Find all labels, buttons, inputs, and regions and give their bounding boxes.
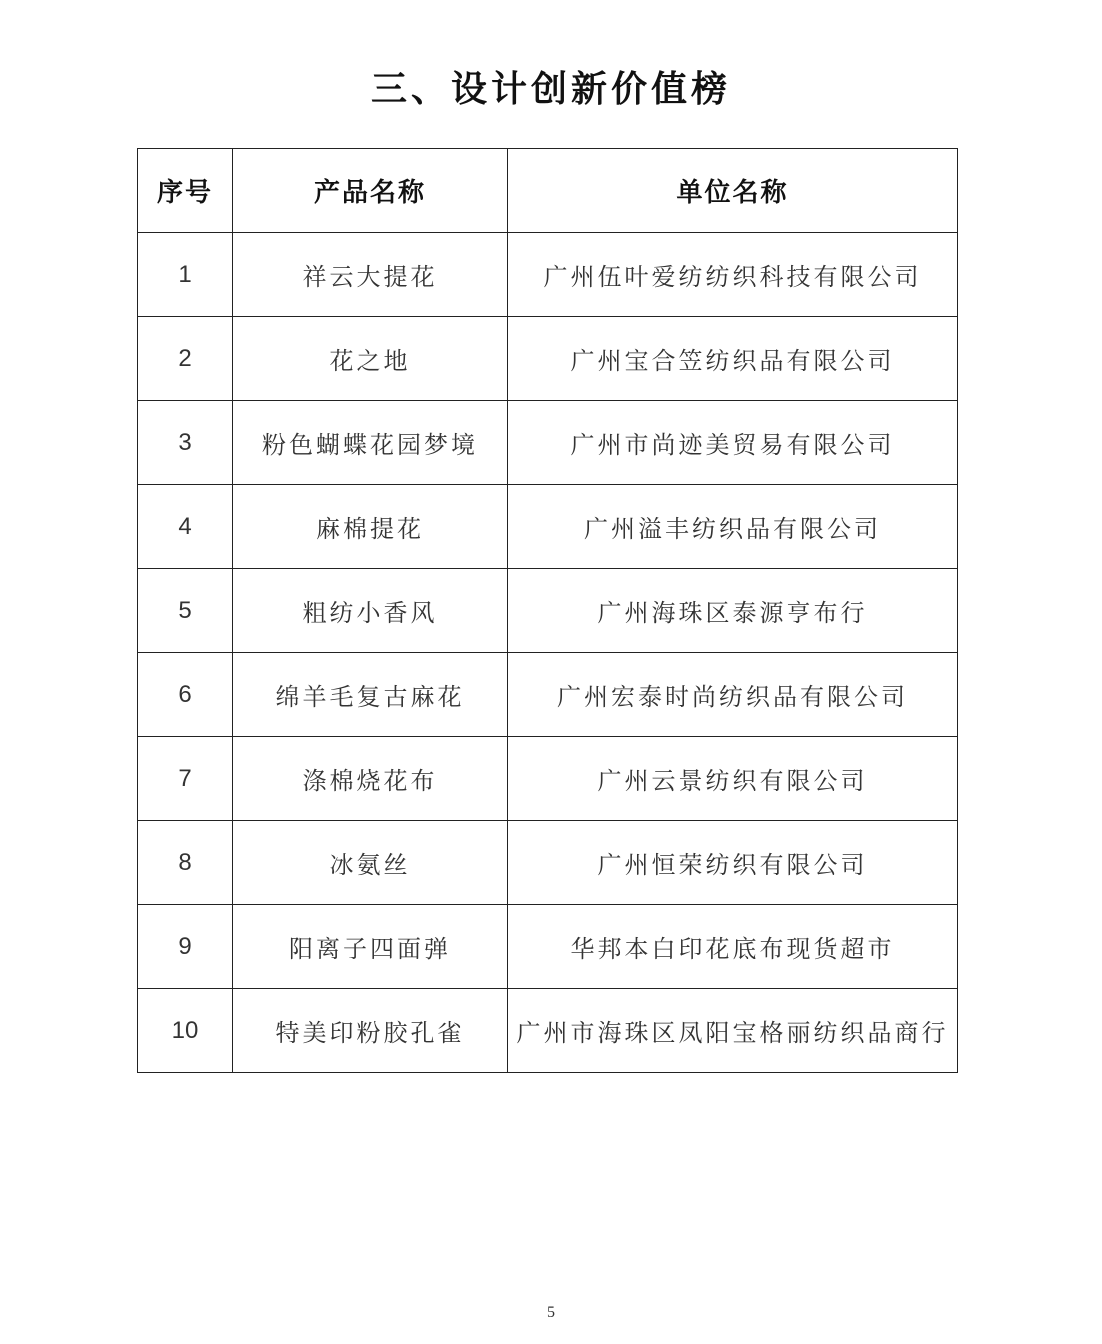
table-row [138,233,958,317]
page-number: 5 [547,1304,555,1321]
table-row [138,653,958,737]
header-index: 序号 [138,149,233,233]
row-product-name: 阳离子四面弹 [233,905,508,989]
table-row [138,905,958,989]
row-index: 1 [138,233,233,317]
table-row [138,737,958,821]
row-product-name: 涤棉烧花布 [233,737,508,821]
table-row [138,569,958,653]
header-company-name: 单位名称 [508,149,958,233]
row-product-name: 特美印粉胶孔雀 [233,989,508,1073]
row-index: 3 [138,401,233,485]
row-company-name: 广州伍叶爱纺纺织科技有限公司 [508,233,958,317]
table-row [138,401,958,485]
row-index: 2 [138,317,233,401]
award-table [137,148,958,1073]
row-company-name: 广州海珠区泰源亨布行 [508,569,958,653]
row-company-name: 广州恒荣纺织有限公司 [508,821,958,905]
table-row [138,317,958,401]
row-company-name: 广州云景纺织有限公司 [508,737,958,821]
row-index: 7 [138,737,233,821]
row-company-name: 华邦本白印花底布现货超市 [508,905,958,989]
table-row [138,485,958,569]
row-product-name: 粗纺小香风 [233,569,508,653]
header-product-name: 产品名称 [233,149,508,233]
row-index: 5 [138,569,233,653]
row-company-name: 广州宏泰时尚纺织品有限公司 [508,653,958,737]
row-company-name: 广州市海珠区凤阳宝格丽纺织品商行 [508,989,958,1073]
row-product-name: 绵羊毛复古麻花 [233,653,508,737]
table-header-row [138,149,958,233]
row-company-name: 广州市尚迹美贸易有限公司 [508,401,958,485]
row-index: 4 [138,485,233,569]
row-index: 9 [138,905,233,989]
row-product-name: 花之地 [233,317,508,401]
row-index: 8 [138,821,233,905]
table-row [138,821,958,905]
row-company-name: 广州溢丰纺织品有限公司 [508,485,958,569]
row-product-name: 冰氨丝 [233,821,508,905]
row-company-name: 广州宝合笠纺织品有限公司 [508,317,958,401]
row-index: 6 [138,653,233,737]
row-product-name: 祥云大提花 [233,233,508,317]
row-index: 10 [138,989,233,1073]
row-product-name: 麻棉提花 [233,485,508,569]
page-title: 三、设计创新价值榜 [370,69,731,110]
table-row [138,989,958,1073]
row-product-name: 粉色蝴蝶花园梦境 [233,401,508,485]
